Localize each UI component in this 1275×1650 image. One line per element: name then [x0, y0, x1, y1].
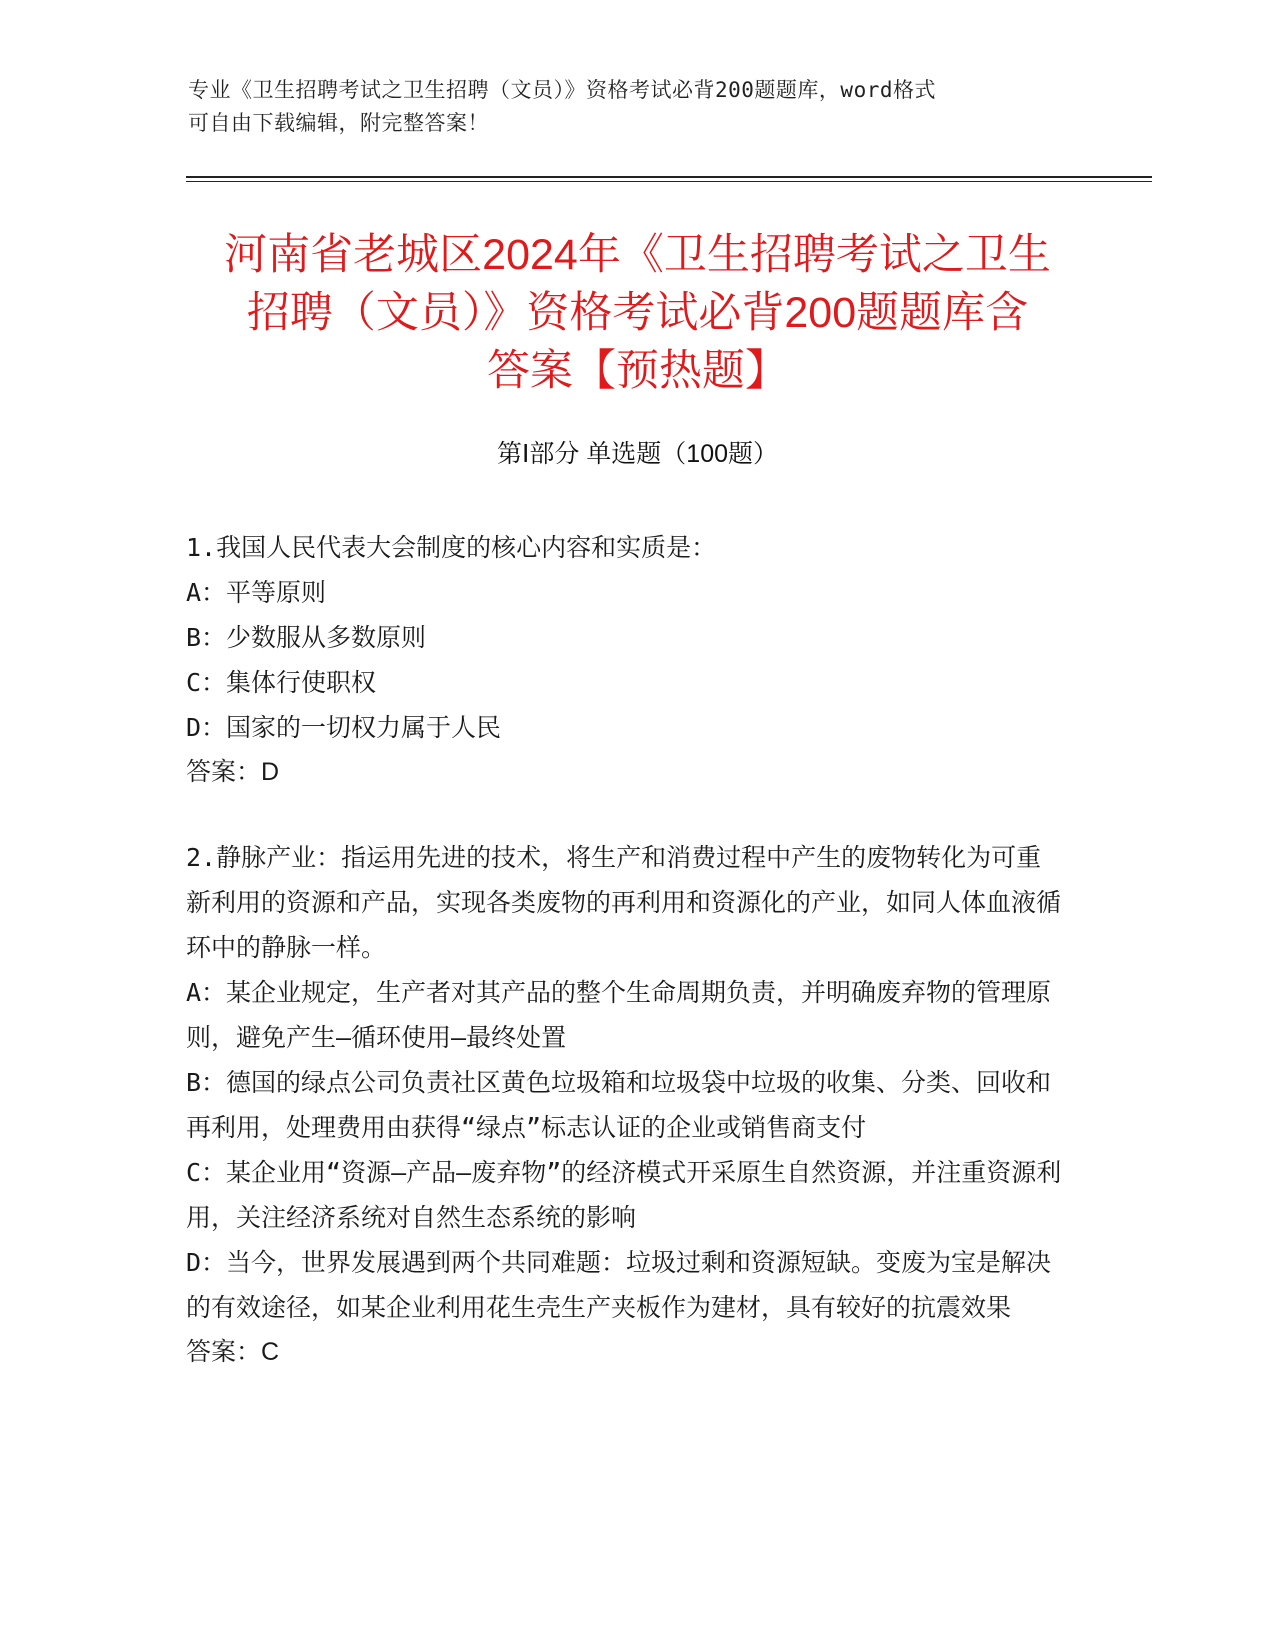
header-divider-thin — [186, 181, 1152, 182]
document-title-line3: 答案【预热题】 — [487, 347, 788, 395]
question-stem: 2.静脉产业：指运用先进的技术，将生产和消费过程中产生的废物转化为可重新利用的资源和产品，实现各类废物的再利用和资源化的产业，如同人体血液循环中的静脉一样。 — [186, 843, 1062, 962]
option-b: B：德国的绿点公司负责社区黄色垃圾箱和垃圾袋中垃圾的收集、分类、回收和再利用，处理费用由获得“绿点”标志认证的企业或销售商支付 — [186, 1068, 1052, 1142]
option-a: A：平等原则 — [186, 578, 327, 607]
document-title-line1: 河南省老城区2024年《卫生招聘考试之卫生 — [224, 231, 1051, 279]
question-list — [186, 525, 1066, 1415]
question-item — [186, 525, 1066, 795]
question-item — [186, 835, 1066, 1375]
header-divider-thick — [186, 176, 1152, 178]
header-note — [188, 74, 1068, 140]
answer-line: 答案：D — [186, 758, 280, 786]
option-c: C：集体行使职权 — [186, 668, 377, 697]
header-note-line2: 可自由下载编辑，附完整答案！ — [188, 111, 489, 135]
header-note-line1: 专业《卫生招聘考试之卫生招聘（文员）》资格考试必背200题题库，word格式 — [188, 78, 936, 102]
option-c: C：某企业用“资源—产品—废弃物”的经济模式开采原生自然资源，并注重资源利用，关注经济系统对自然生态系统的影响 — [186, 1158, 1062, 1232]
document-title — [160, 226, 1115, 400]
option-b: B：少数服从多数原则 — [186, 623, 427, 652]
option-a: A：某企业规定，生产者对其产品的整个生命周期负责，并明确废弃物的管理原则，避免产生—循环使用—最终处置 — [186, 978, 1052, 1052]
section-heading: 第Ⅰ部分 单选题（100题） — [496, 440, 779, 468]
option-d: D：国家的一切权力属于人民 — [186, 713, 502, 742]
option-d: D：当今，世界发展遇到两个共同难题：垃圾过剩和资源短缺。变废为宝是解决的有效途径，如某企业利用花生壳生产夹板作为建材，具有较好的抗震效果 — [186, 1248, 1052, 1322]
answer-line: 答案：C — [186, 1338, 280, 1366]
document-title-line2: 招聘（文员）》资格考试必背200题题库含 — [246, 289, 1029, 337]
question-stem: 1.我国人民代表大会制度的核心内容和实质是： — [186, 533, 717, 562]
